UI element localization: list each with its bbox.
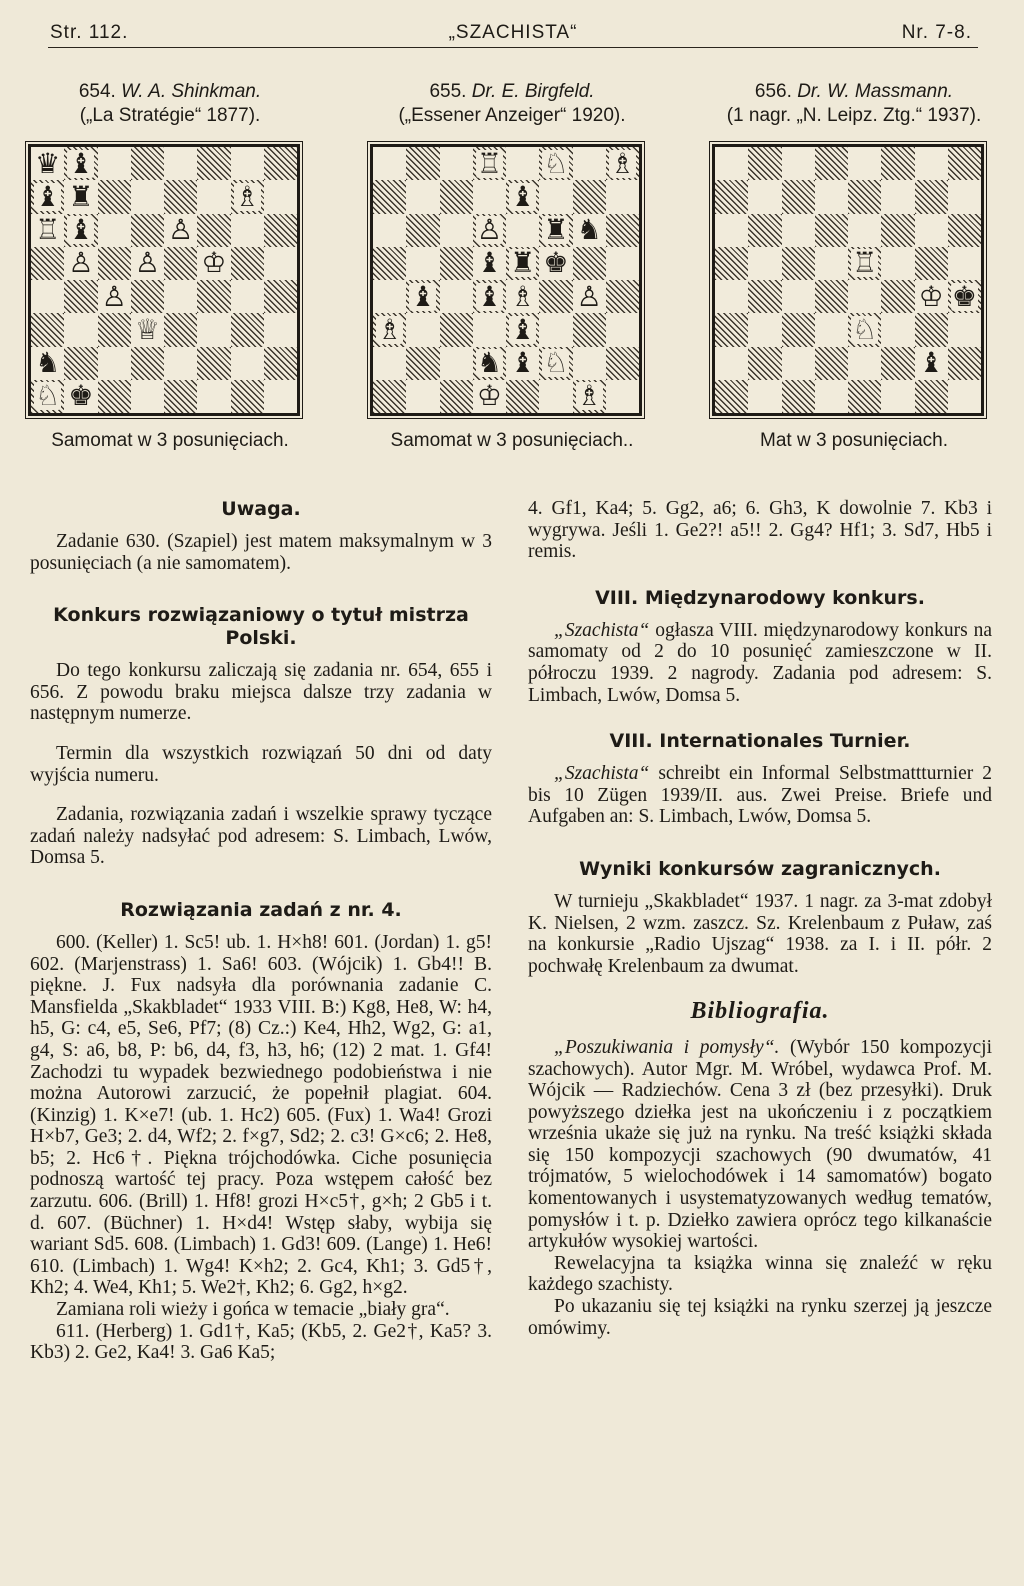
board-square [815,380,848,413]
board-square [748,214,781,247]
board-square [64,247,97,280]
board-square [440,180,473,213]
problem-stipulation: Samomat w 3 posunięciach. [51,430,289,451]
board-square [715,313,748,346]
problem-number: 654. [78,81,116,102]
problem-source: („La Stratégie“ 1877). [79,105,261,126]
black-bishop-icon: ♝ [410,279,436,313]
board-square [506,247,539,280]
right-column [528,498,992,1339]
board-square [31,280,64,313]
board-square [815,347,848,380]
board-square [881,380,914,413]
board-square [131,280,164,313]
board-square [715,180,748,213]
board-square [131,180,164,213]
black-queen-icon: ♛ [35,146,61,180]
black-bishop-icon: ♝ [476,246,502,280]
problem-654 [20,80,320,451]
board-square [606,147,639,180]
board-square [264,180,297,213]
board-square [373,247,406,280]
board-square [406,247,439,280]
board-square [440,313,473,346]
board-square [406,147,439,180]
board-square [231,380,264,413]
board-square [98,347,131,380]
board-square [197,147,230,180]
paragraph: Termin dla wszystkich rozwiązań 50 dni od daty wyjścia numeru. [30,742,492,786]
board-square [915,247,948,280]
board-square [64,180,97,213]
running-header [48,20,978,48]
board-square [264,347,297,380]
black-bishop-icon: ♝ [68,213,94,247]
paragraph: 611. (Herberg) 1. Gd1†, Ka5; (Kb5, 2. Ge2†, Ka5? 3. Kb3) 2. Ge2, Ka4! 3. Ga6 Ka5; [30,1320,492,1364]
board-square [197,380,230,413]
board-square [881,313,914,346]
board-square [473,313,506,346]
board-square [782,214,815,247]
board-square [606,247,639,280]
section-heading: VIII. Internationales Turnier. [609,730,911,753]
black-bishop-icon: ♝ [510,346,536,380]
board-square [373,380,406,413]
section-heading: Uwaga. [221,498,301,520]
journal-title: „SZACHISTA“ [448,22,578,43]
left-column [30,498,492,1364]
paragraph: „Szachista“ ogłasza VIII. międzynarodowy konkurs na samomaty od 2 do 10 posunięć zamieszczone w II. półroczu 1939. 2 nagrody. Zadania pod adresem: S. Limbach, Lwów, Domsa 5. [528,619,992,706]
board-square [406,347,439,380]
section-heading: Bibliografia. [690,998,830,1025]
board-square [440,214,473,247]
problem-source: (1 nagr. „N. Leipz. Ztg.“ 1937). [726,105,982,126]
magazine-name: „Szachista“ [554,619,650,641]
board-square [31,380,64,413]
board-square [748,380,781,413]
board-square [64,214,97,247]
white-bishop-icon: ♗ [576,379,602,413]
black-bishop-icon: ♝ [68,146,94,180]
chess-board [370,144,642,416]
board-square [197,280,230,313]
board-square [31,180,64,213]
board-square [406,280,439,313]
board-square [881,214,914,247]
board-square [948,180,981,213]
board-square [164,380,197,413]
board-square [231,214,264,247]
white-king-icon: ♔ [918,279,944,313]
problem-author: Dr. W. Massmann. [797,81,954,102]
board-square [748,180,781,213]
white-rook-icon: ♖ [476,146,502,180]
board-square [98,247,131,280]
black-king-icon: ♚ [951,279,977,313]
paragraph: Po ukazaniu się tej książki na rynku szerzej ją jeszcze omówimy. [528,1296,992,1339]
board-square [848,380,881,413]
board-square [64,147,97,180]
board-square [506,180,539,213]
board-square [782,313,815,346]
paragraph: Zamiana roli wieży i gońca w temacie „biały gra“. [56,1299,450,1321]
board-square [848,247,881,280]
board-square [98,313,131,346]
problem-author: W. A. Shinkman. [121,81,262,102]
board-square [197,180,230,213]
board-square [197,347,230,380]
problem-number: 655. [429,81,467,102]
board-square [406,313,439,346]
board-square [473,147,506,180]
board-square [473,180,506,213]
board-square [782,247,815,280]
board-square [31,347,64,380]
chess-board [28,144,300,416]
board-square [164,214,197,247]
black-bishop-icon: ♝ [510,179,536,213]
board-square [539,180,572,213]
board-square [573,214,606,247]
board-square [915,347,948,380]
board-square [715,380,748,413]
white-queen-icon: ♕ [134,312,160,346]
board-square [164,180,197,213]
board-square [440,280,473,313]
board-square [848,347,881,380]
board-square [848,180,881,213]
board-square [948,247,981,280]
board-square [539,280,572,313]
board-square [98,380,131,413]
board-square [848,280,881,313]
board-square [881,180,914,213]
board-square [715,214,748,247]
black-king-icon: ♚ [543,246,569,280]
board-square [440,247,473,280]
problem-stipulation: Mat w 3 posunięciach. [760,430,948,451]
board-square [815,280,848,313]
board-square [64,347,97,380]
board-square [506,313,539,346]
chess-board [712,144,984,416]
section-heading: Wyniki konkursów zagranicznych. [579,857,941,880]
board-square [231,247,264,280]
board-square [164,313,197,346]
board-square [506,214,539,247]
section-heading: Konkurs rozwiązaniowy o tytuł mistrza Polski. [53,604,469,650]
board-square [782,380,815,413]
white-knight-icon: ♘ [543,346,569,380]
board-square [164,147,197,180]
board-square [231,280,264,313]
board-square [506,280,539,313]
board-square [848,313,881,346]
board-square [815,180,848,213]
board-square [373,214,406,247]
board-square [231,147,264,180]
board-square [948,313,981,346]
board-square [373,280,406,313]
board-square [506,347,539,380]
board-square [164,347,197,380]
board-square [948,214,981,247]
board-square [815,147,848,180]
board-square [98,280,131,313]
board-square [915,180,948,213]
black-knight-icon: ♞ [35,346,61,380]
paragraph: Do tego konkursu zaliczają się zadania nr. 654, 655 i 656. Z powodu braku miejsca dalsze trzy zadania w następnym numerze. [30,660,492,725]
board-square [606,347,639,380]
board-square [948,347,981,380]
white-rook-icon: ♖ [35,213,61,247]
board-square [31,313,64,346]
board-square [915,313,948,346]
white-knight-icon: ♘ [35,379,61,413]
board-square [573,280,606,313]
black-rook-icon: ♜ [543,213,569,247]
board-square [406,214,439,247]
board-square [815,247,848,280]
black-bishop-icon: ♝ [918,346,944,380]
board-square [606,214,639,247]
board-square [64,280,97,313]
board-square [539,147,572,180]
board-square [373,180,406,213]
paragraph: W turnieju „Skakbladet“ 1937. 1 nagr. za 3-mat zdobył K. Nielsen, 2 wzm. zaszcz. Sz. Krelenbaum z Puław, zaś na konkursie „Radio Ujszag“ 1938. za I. i II. półr. 2 pochwałę Krelenbaum za dwumat. [528,890,992,977]
problem-source: („Essener Anzeiger“ 1920). [398,105,626,126]
board-square [539,214,572,247]
board-square [606,313,639,346]
black-bishop-icon: ♝ [510,312,536,346]
board-square [848,214,881,247]
black-knight-icon: ♞ [576,213,602,247]
board-square [264,380,297,413]
board-square [715,247,748,280]
white-pawn-icon: ♙ [168,213,194,247]
board-square [31,147,64,180]
board-square [573,147,606,180]
board-square [197,313,230,346]
paragraph: Zadanie 630. (Szapiel) jest matem maksymalnym w 3 posunięciach (a nie samomatem). [30,531,492,574]
white-pawn-icon: ♙ [576,279,602,313]
problem-number: 656. [754,81,792,102]
board-square [131,147,164,180]
board-square [782,180,815,213]
paragraph: 4. Gf1, Ka4; 5. Gg2, a6; 6. Gh3, K dowolnie 7. Kb3 i wygrywa. Jeśli 1. Ge2?! a5!! 2. Gg4? Hf1; 3. Sd7, Hb5 i remis. [528,498,992,563]
problem-stipulation: Samomat w 3 posunięciach.. [390,430,634,451]
board-square [573,347,606,380]
board-square [881,347,914,380]
board-square [373,347,406,380]
board-square [131,347,164,380]
paragraph: Zadania, rozwiązania zadań i wszelkie sprawy tyczące zadań należy nadsyłać pod adresem: S. Limbach, Lwów, Domsa 5. [30,804,492,869]
white-knight-icon: ♘ [543,146,569,180]
board-square [31,214,64,247]
paragraph: „Szachista“ schreibt ein Informal Selbstmattturnier 2 bis 10 Zügen 1939/II. aus. Zwei Preise. Briefe und Aufgaben an: S. Limbach, Lwów, Domsa 5. [528,763,992,828]
board-square [881,247,914,280]
black-rook-icon: ♜ [68,179,94,213]
board-square [539,380,572,413]
board-square [31,247,64,280]
board-square [440,380,473,413]
section-heading: Rozwiązania zadań z nr. 4. [120,898,402,921]
problem-655 [362,80,662,451]
board-square [782,147,815,180]
white-pawn-icon: ♙ [476,213,502,247]
board-square [573,313,606,346]
board-square [748,247,781,280]
board-square [131,247,164,280]
board-square [197,214,230,247]
board-square [748,313,781,346]
board-square [573,180,606,213]
black-bishop-icon: ♝ [476,279,502,313]
black-king-icon: ♚ [68,379,94,413]
magazine-name: „Szachista“ [554,763,650,785]
black-bishop-icon: ♝ [35,179,61,213]
board-square [881,147,914,180]
board-square [264,214,297,247]
board-square [64,313,97,346]
board-square [98,180,131,213]
section-heading: VIII. Międzynarodowy konkurs. [595,586,925,609]
board-square [164,280,197,313]
board-square [131,313,164,346]
white-pawn-icon: ♙ [68,246,94,280]
white-bishop-icon: ♗ [510,279,536,313]
board-square [231,180,264,213]
white-bishop-icon: ♗ [234,179,260,213]
board-square [715,347,748,380]
black-knight-icon: ♞ [476,346,502,380]
board-square [98,147,131,180]
problem-656 [704,80,1004,451]
board-square [606,380,639,413]
board-square [782,347,815,380]
board-square [264,147,297,180]
white-king-icon: ♔ [476,379,502,413]
white-pawn-icon: ♙ [134,246,160,280]
board-square [473,347,506,380]
board-square [748,280,781,313]
board-square [473,280,506,313]
board-square [131,214,164,247]
board-square [539,347,572,380]
problem-author: Dr. E. Birgfeld. [471,81,595,102]
board-square [264,247,297,280]
board-square [915,147,948,180]
board-square [915,280,948,313]
white-pawn-icon: ♙ [101,279,127,313]
board-square [231,313,264,346]
board-square [573,380,606,413]
board-square [748,147,781,180]
board-square [948,280,981,313]
board-square [815,214,848,247]
board-square [815,313,848,346]
board-square [264,313,297,346]
black-rook-icon: ♜ [510,246,536,280]
paragraph: 600. (Keller) 1. Sc5! ub. 1. H×h8! 601. (Jordan) 1. g5! 602. (Marjenstrass) 1. Sa6! 603. (Wójcik) 1. Gb4!! B. piękne. J. Fux nadsyła dla porównania zadanie C. Mansfielda „Skakbladet“ 1933 VIII. B:) Kg8, He8, W: h4, h5, G: c4, e5, Se6, Pf7; (8) Cz.:) Ke4, Hh2, Wg2, G: a1, g4, S: a6, b8, P: b6, d4, f3, h3, h6; (12) 2 mat. 1. Gf4! Zachodzi tu wypadek bezwiednego podobieństwa i nie można Autorowi zarzucić, że popełnił plagiat. 604. (Kinzig) 1. K×e7! (ub. 1. Hc2) 605. (Fux) 1. Wa4! Grozi H×b7, Ge3; 2. d4, Wf2; 2. f×g7, Sd2; 2. c3! G×c6; 2. He8, b5; 2. Hc6†. Piękna trójchodówka. Ciche posunięcia podnoszą wartość tej pracy. Poza wstępem całość bez zarzutu. 606. (Brill) 1. Hf8! grozi H×c5†, g×h; 2 Gb5 i t. d. 607. (Büchner) 1. H×d4! Wstęp słaby, wybija się wariant Sd5. 608. (Limbach) 1. Gd3! 609. (Lange) 1. He6! 610. (Limbach) 1. Wg4! K×h2; 2. Gc4, Kh1; 3. Gd5†, Kh2; 4. We4, Kh1; 5. We2†, Kh2; 6. Gg2, h×g2. [30,931,492,1299]
issue-number: Nr. 7-8. [901,22,972,43]
board-square [131,380,164,413]
board-square [506,147,539,180]
board-square [473,247,506,280]
white-bishop-icon: ♗ [609,146,635,180]
board-square [782,280,815,313]
board-square [606,180,639,213]
board-square [440,347,473,380]
board-square [98,214,131,247]
board-square [715,280,748,313]
board-square [164,247,197,280]
board-square [406,380,439,413]
board-square [539,313,572,346]
board-square [373,147,406,180]
board-square [406,180,439,213]
board-square [715,147,748,180]
board-square [748,347,781,380]
board-square [473,214,506,247]
board-square [948,380,981,413]
board-square [915,380,948,413]
board-square [915,214,948,247]
page-number: Str. 112. [50,22,129,43]
board-square [231,347,264,380]
white-rook-icon: ♖ [852,246,878,280]
board-square [573,247,606,280]
board-square [197,247,230,280]
white-king-icon: ♔ [201,246,227,280]
board-square [948,147,981,180]
board-square [848,147,881,180]
paragraph: Rewelacyjna ta książka winna się znaleźć w ręku każdego szachisty. [528,1252,992,1296]
board-square [606,280,639,313]
board-square [373,313,406,346]
book-title: „Poszukiwania i pomysły“. [554,1036,780,1058]
white-bishop-icon: ♗ [377,312,403,346]
board-square [506,380,539,413]
board-square [539,247,572,280]
board-square [440,147,473,180]
paragraph: „Poszukiwania i pomysły“. (Wybór 150 kompozycji szachowych). Autor Mgr. M. Wróbel, wydawca Prof. M. Wójcik — Radziechów. Cena 3 zł (bez przesyłki). Druk powyższego dziełka jest na ukończeniu i z początkiem września ukaże się już na rynku. Na treść książki składa się 150 kompozycji szachowych (90 dwumatów, 41 trójmatów, 5 wielochodówek i 14 samomatów) bogato komentowanych i usystematyzowanych według tematów, pomysłów i t. p. Dziełko zawiera oprócz tego kilkanaście artykułów wysokiej wartości. [528,1036,992,1253]
board-square [264,280,297,313]
board-square [473,380,506,413]
board-square [881,280,914,313]
board-square [64,380,97,413]
white-knight-icon: ♘ [852,312,878,346]
